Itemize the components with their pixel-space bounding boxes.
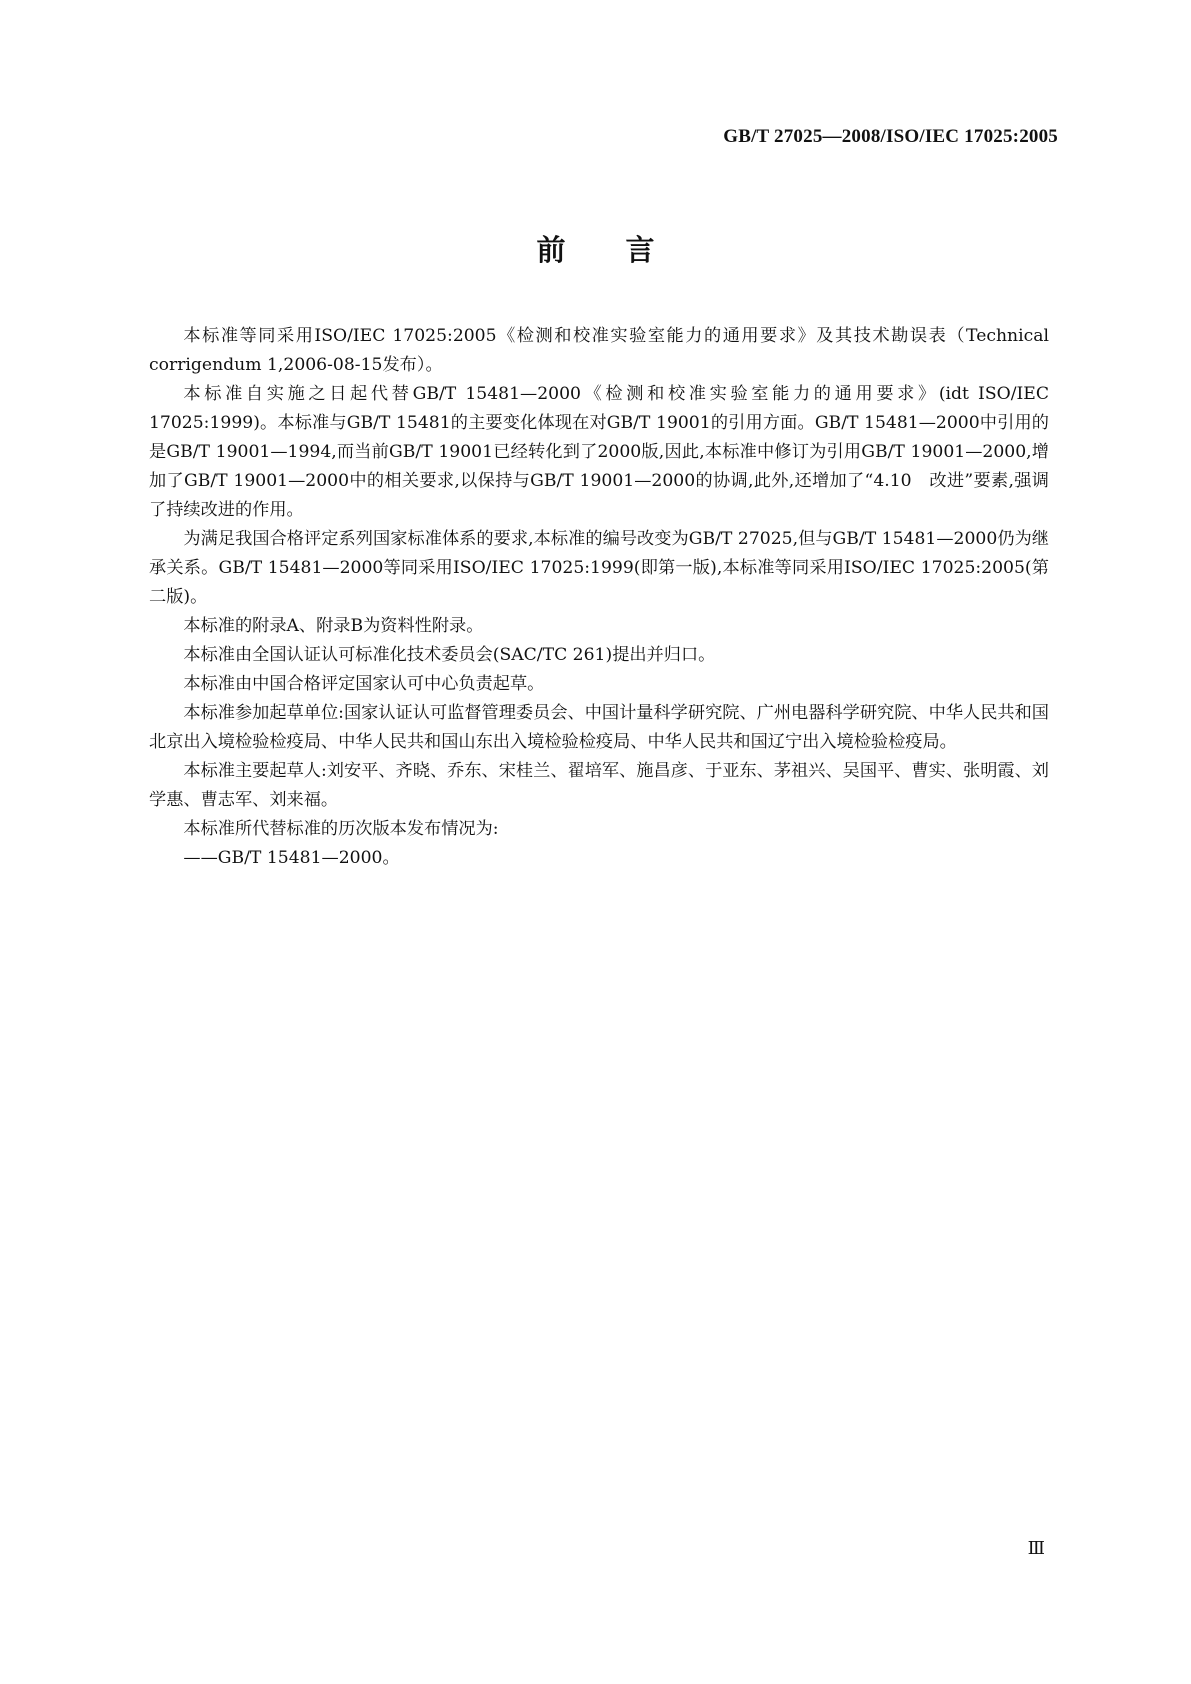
paragraph-participating-units: 本标准参加起草单位:国家认证认可监督管理委员会、中国计量科学研究院、广州电器科学研究院、中华人民共和国北京出入境检验检疫局、中华人民共和国山东出入境检验检疫局、中华人民共和国辽宁出入境检验检疫局。: [149, 703, 1049, 752]
paragraph-main-drafters: 本标准主要起草人:刘安平、齐晓、乔东、宋桂兰、翟培军、施昌彦、于亚东、茅祖兴、吴国平、曹实、张明霞、刘学惠、曹志军、刘来福。: [149, 761, 1049, 810]
paragraph-drafter: 本标准由中国合格评定国家认可中心负责起草。: [183, 674, 545, 694]
paragraph-annexes: 本标准的附录A、附录B为资料性附录。: [183, 616, 484, 636]
foreword-body: [149, 322, 1049, 873]
paragraph-previous-edition-item: ——GB/T 15481—2000。: [183, 848, 400, 868]
paragraph-adoption: 本标准等同采用ISO/IEC 17025:2005《检测和校准实验室能力的通用要求》及其技术勘误表（Technical corrigendum 1,2006-08-15发布）。: [149, 326, 1049, 375]
standard-code-header: GB/T 27025—2008/ISO/IEC 17025:2005: [723, 126, 1058, 147]
paragraph-numbering: 为满足我国合格评定系列国家标准体系的要求,本标准的编号改变为GB/T 27025,但与GB/T 15481—2000仍为继承关系。GB/T 15481—2000等同采用ISO/IEC 17025:1999(即第一版),本标准等同采用ISO/IEC 17025:2005(第二版)。: [149, 529, 1049, 607]
page-number: Ⅲ: [1027, 1538, 1044, 1558]
paragraph-replacement: 本标准自实施之日起代替GB/T 15481—2000《检测和校准实验室能力的通用要求》(idt ISO/IEC 17025:1999)。本标准与GB/T 15481的主要变化体现在对GB/T 19001的引用方面。GB/T 15481—2000中引用的是GB/T 19001—1994,而当前GB/T 19001已经转化到了2000版,因此,本标准中修订为引用GB/T 19001—2000,增加了GB/T 19001—2000中的相关要求,以保持与GB/T 19001—2000的协调,此外,还增加了“4.10 改进”要素,强调了持续改进的作用。: [149, 384, 1049, 520]
page-title: 前言: [536, 233, 715, 267]
paragraph-proposer: 本标准由全国认证认可标准化技术委员会(SAC/TC 261)提出并归口。: [183, 645, 716, 665]
paragraph-previous-editions-intro: 本标准所代替标准的历次版本发布情况为:: [183, 819, 499, 839]
